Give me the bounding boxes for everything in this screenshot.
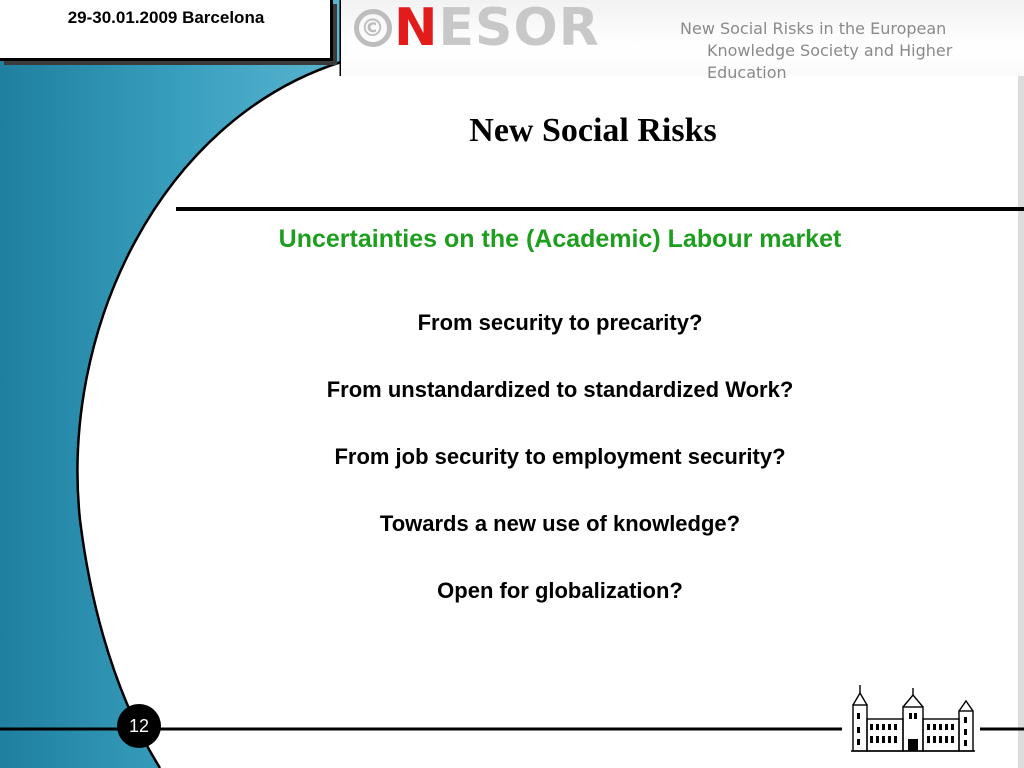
event-date: 29-30.01.2009 Barcelona bbox=[67, 8, 265, 27]
project-subtitle bbox=[680, 18, 1024, 84]
page-number: 12 bbox=[117, 704, 161, 748]
question-item: From unstandardized to standardized Work? bbox=[326, 377, 794, 402]
question-item: From security to precarity? bbox=[417, 310, 703, 335]
logo-letters: ESOR bbox=[438, 0, 600, 58]
section-heading: Uncertainties on the (Academic) Labour market bbox=[278, 225, 842, 253]
copyright-icon: © bbox=[354, 9, 392, 47]
question-item: From job security to employment security? bbox=[334, 444, 786, 469]
question-item: Open for globalization? bbox=[437, 578, 683, 603]
logo-letter-n: N bbox=[394, 0, 439, 58]
slide-title: New Social Risks bbox=[469, 112, 717, 149]
subtitle-line-1: New Social Risks in the European bbox=[680, 19, 947, 38]
university-building-icon bbox=[850, 683, 976, 753]
subtitle-line-2: Knowledge Society and Higher Education bbox=[707, 41, 953, 82]
nesor-logo bbox=[354, 0, 600, 56]
question-list bbox=[200, 306, 920, 641]
question-item: Towards a new use of knowledge? bbox=[379, 511, 741, 536]
